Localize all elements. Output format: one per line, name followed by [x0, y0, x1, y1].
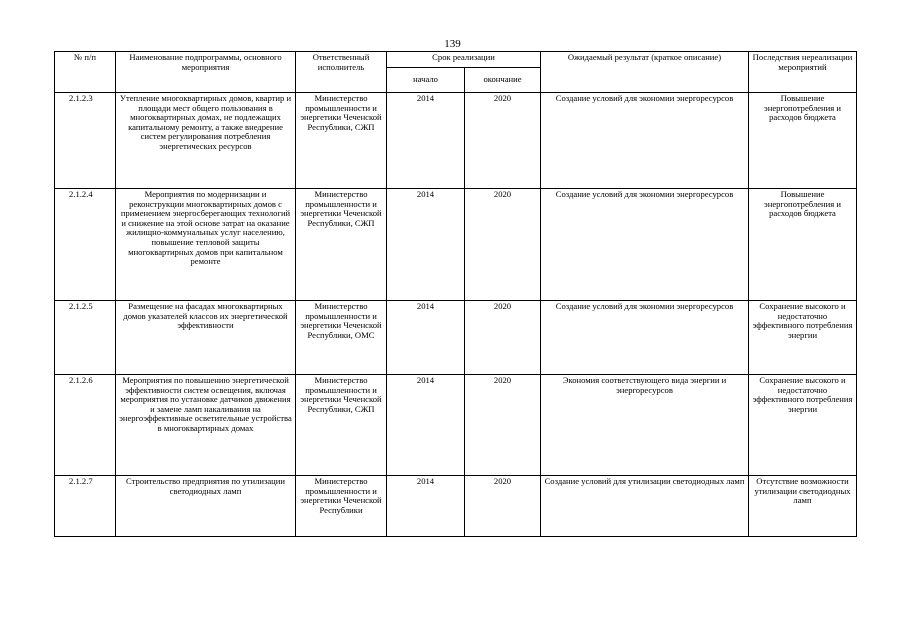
row-num: 2.1.2.7 [55, 476, 116, 537]
row-end: 2020 [465, 476, 541, 537]
table-row [55, 375, 857, 476]
header-consequences: Последствия нереализации мероприятий [749, 52, 857, 93]
row-executor: Министерство промышленности и энергетики Чеченской Республики, СЖП [296, 189, 387, 301]
row-consequences: Повышение энергопотребления и расходов бюджета [749, 93, 857, 189]
header-executor: Ответственный исполнитель [296, 52, 387, 93]
header-name: Наименование подпрограммы, основного мероприятия [116, 52, 296, 93]
row-name: Размещение на фасадах многоквартирных домов указателей классов их энергетической эффективности [116, 301, 296, 375]
row-start: 2014 [387, 93, 465, 189]
row-num: 2.1.2.6 [55, 375, 116, 476]
row-executor: Министерство промышленности и энергетики Чеченской Республики, ОМС [296, 301, 387, 375]
row-name: Утепление многоквартирных домов, квартир и площади мест общего пользования в многоквартирных домах, не подлежащих капитальному ремонту, а также внедрение систем регулирования потребления энергетических ресурсов [116, 93, 296, 189]
table-row [55, 476, 857, 537]
table-row [55, 301, 857, 375]
row-consequences: Сохранение высокого и недостаточно эффективного потребления энергии [749, 301, 857, 375]
row-executor: Министерство промышленности и энергетики Чеченской Республики, СЖП [296, 375, 387, 476]
row-num: 2.1.2.5 [55, 301, 116, 375]
row-start: 2014 [387, 189, 465, 301]
row-consequences: Повышение энергопотребления и расходов бюджета [749, 189, 857, 301]
measures-table [54, 51, 857, 537]
row-num: 2.1.2.4 [55, 189, 116, 301]
header-end: окончание [465, 68, 541, 93]
row-consequences: Отсутствие возможности утилизации светодиодных ламп [749, 476, 857, 537]
row-start: 2014 [387, 476, 465, 537]
row-executor: Министерство промышленности и энергетики Чеченской Республики, СЖП [296, 93, 387, 189]
row-name: Строительство предприятия по утилизации светодиодных ламп [116, 476, 296, 537]
row-end: 2020 [465, 301, 541, 375]
row-name: Мероприятия по повышению энергетической эффективности систем освещения, включая мероприятия по установке датчиков движения и замене ламп накаливания на энергоэффективные осветительные устройства в многоквартирных домах [116, 375, 296, 476]
row-num: 2.1.2.3 [55, 93, 116, 189]
table-row [55, 189, 857, 301]
header-term: Срок реализации [387, 52, 541, 68]
row-result: Создание условий для экономии энергоресурсов [541, 189, 749, 301]
row-result: Создание условий для утилизации светодиодных ламп [541, 476, 749, 537]
row-result: Экономия соответствующего вида энергии и энергоресурсов [541, 375, 749, 476]
row-start: 2014 [387, 375, 465, 476]
row-end: 2020 [465, 189, 541, 301]
header-result: Ожидаемый результат (краткое описание) [541, 52, 749, 93]
header-start: начало [387, 68, 465, 93]
row-executor: Министерство промышленности и энергетики Чеченской Республики [296, 476, 387, 537]
row-start: 2014 [387, 301, 465, 375]
row-name: Мероприятия по модернизации и реконструкции многоквартирных домов с применением энергосберегающих технологий и снижение на этой основе затрат на оказание жилищно-коммунальных услуг населению, повышение тепловой защиты многоквартирных домов при капитальном ремонте [116, 189, 296, 301]
row-end: 2020 [465, 375, 541, 476]
row-result: Создание условий для экономии энергоресурсов [541, 93, 749, 189]
table-row [55, 93, 857, 189]
row-end: 2020 [465, 93, 541, 189]
header-num: № п/п [55, 52, 116, 93]
page-number: 139 [444, 38, 461, 50]
row-consequences: Сохранение высокого и недостаточно эффективного потребления энергии [749, 375, 857, 476]
row-result: Создание условий для экономии энергоресурсов [541, 301, 749, 375]
